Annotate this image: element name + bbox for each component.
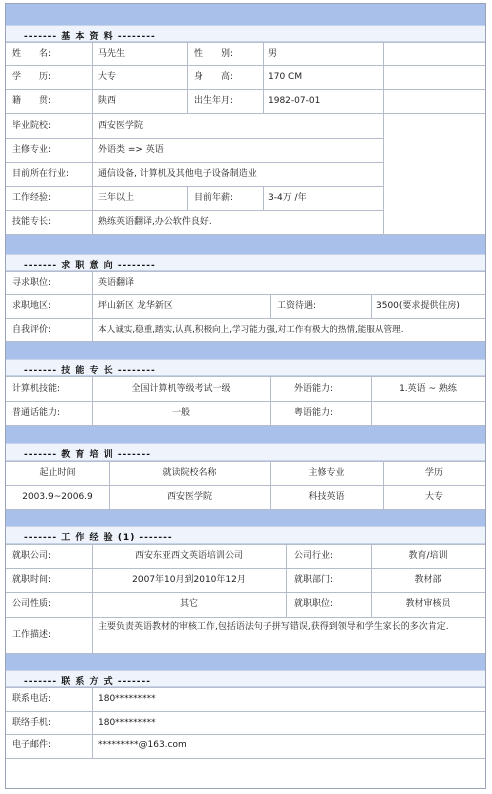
department-label: 就职部门:: [294, 575, 334, 585]
edu-col-period: 起止时间: [39, 468, 76, 478]
work-time-label: 就职时间:: [12, 575, 52, 585]
experience-value: 三年以上: [98, 193, 135, 203]
email-value: *********@163.com: [98, 740, 187, 750]
section-band: [6, 654, 485, 670]
self-eval-label: 自我评价:: [12, 325, 52, 335]
company-value: 西安东亚西文英语培训公司: [134, 551, 243, 561]
education-value: 大专: [98, 72, 117, 82]
job-desc-label: 工作描述:: [12, 630, 52, 640]
phone-value: 180*********: [98, 694, 156, 704]
major-value: 外语类 => 英语: [98, 145, 164, 155]
company-nature-value: 其它: [179, 599, 198, 609]
mandarin-label: 普通话能力:: [12, 408, 61, 418]
cantonese-label: 粤语能力:: [294, 408, 334, 418]
school-value: 西安医学院: [98, 121, 144, 131]
edu-cell-period: 2003.9~2006.9: [22, 492, 93, 502]
industry-value: 通信设备, 计算机及其他电子设备制造业: [98, 169, 257, 179]
origin-label: 籍 贯:: [12, 96, 52, 106]
edu-col-school: 就读院校名称: [162, 468, 217, 478]
section-band: [6, 510, 485, 526]
self-eval-value: 本人诚实,稳重,踏实,认真,积极向上,学习能力强,对工作有极大的热情,能服从管理.: [98, 325, 404, 335]
birth-value: 1982-07-01: [268, 96, 321, 106]
edu-cell-major: 科技英语: [308, 492, 345, 502]
salary-value: 3-4万 /年: [268, 193, 307, 203]
department-value: 教材部: [414, 575, 442, 585]
gender-value: 男: [268, 49, 278, 59]
computer-label: 计算机技能:: [12, 384, 61, 394]
birth-label: 出生年月:: [194, 96, 234, 106]
section-header-work: ------- 工 作 经 验 (1) -------: [6, 526, 485, 544]
section-header-intent: ------- 求 职 意 向 --------: [6, 254, 485, 271]
edu-col-degree: 学历: [424, 468, 443, 478]
section-header-education: ------- 教 育 培 训 -------: [6, 443, 485, 461]
pay-label: 工资待遇:: [277, 301, 317, 311]
foreign-lang-value: 1.英语 ~ 熟练: [399, 384, 457, 394]
salary-label: 目前年薪:: [194, 193, 234, 203]
job-desc-value: 主要负责英语教材的审核工作,包括语法句子拼写错误,获得到领导和学生家长的多次肯定.: [98, 622, 449, 632]
company-industry-value: 教育/培训: [408, 551, 448, 561]
gender-label: 性 别:: [194, 49, 234, 59]
company-label: 就职公司:: [12, 551, 52, 561]
height-value: 170 CM: [268, 72, 303, 82]
section-band: [6, 235, 485, 254]
skill-value: 熟练英语翻译,办公软件良好.: [98, 217, 212, 227]
experience-label: 工作经验:: [12, 193, 52, 203]
company-nature-label: 公司性质:: [12, 599, 52, 609]
origin-value: 陕西: [98, 96, 117, 106]
mobile-value: 180*********: [98, 718, 156, 728]
edu-cell-degree: 大专: [424, 492, 443, 502]
mobile-label: 联络手机:: [12, 718, 52, 728]
major-label: 主修专业:: [12, 145, 52, 155]
section-header-basic: ------- 基 本 资 料 --------: [6, 25, 485, 42]
job-title-label: 就职职位:: [294, 599, 334, 609]
section-header-contact: ------- 联 系 方 式 -------: [6, 670, 485, 687]
position-value: 英语翻译: [98, 278, 135, 288]
edu-cell-school: 西安医学院: [166, 492, 212, 502]
location-value: 坪山新区 龙华新区: [98, 301, 173, 311]
email-label: 电子邮件:: [12, 740, 52, 750]
height-label: 身 高:: [194, 72, 234, 82]
section-band: [6, 342, 485, 359]
computer-value: 全国计算机等级考试一级: [131, 384, 231, 394]
position-label: 寻求职位:: [12, 278, 52, 288]
company-industry-label: 公司行业:: [294, 551, 334, 561]
industry-label: 目前所在行业:: [12, 169, 70, 179]
section-header-skills: ------- 技 能 专 长 --------: [6, 359, 485, 376]
work-time-value: 2007年10月到2010年12月: [132, 575, 246, 585]
skill-label: 技能专长:: [12, 217, 52, 227]
section-band: [6, 4, 485, 25]
education-label: 学 历:: [12, 72, 52, 82]
school-label: 毕业院校:: [12, 121, 52, 131]
foreign-lang-label: 外语能力:: [294, 384, 334, 394]
phone-label: 联系电话:: [12, 694, 52, 704]
name-label: 姓 名:: [12, 49, 52, 59]
job-title-value: 教材审核员: [405, 599, 451, 609]
pay-value: 3500(要求提供住房): [376, 301, 460, 311]
section-band: [6, 426, 485, 443]
name-value: 马先生: [98, 49, 126, 59]
location-label: 求职地区:: [12, 301, 52, 311]
mandarin-value: 一般: [171, 408, 190, 418]
edu-col-major: 主修专业: [308, 468, 345, 478]
